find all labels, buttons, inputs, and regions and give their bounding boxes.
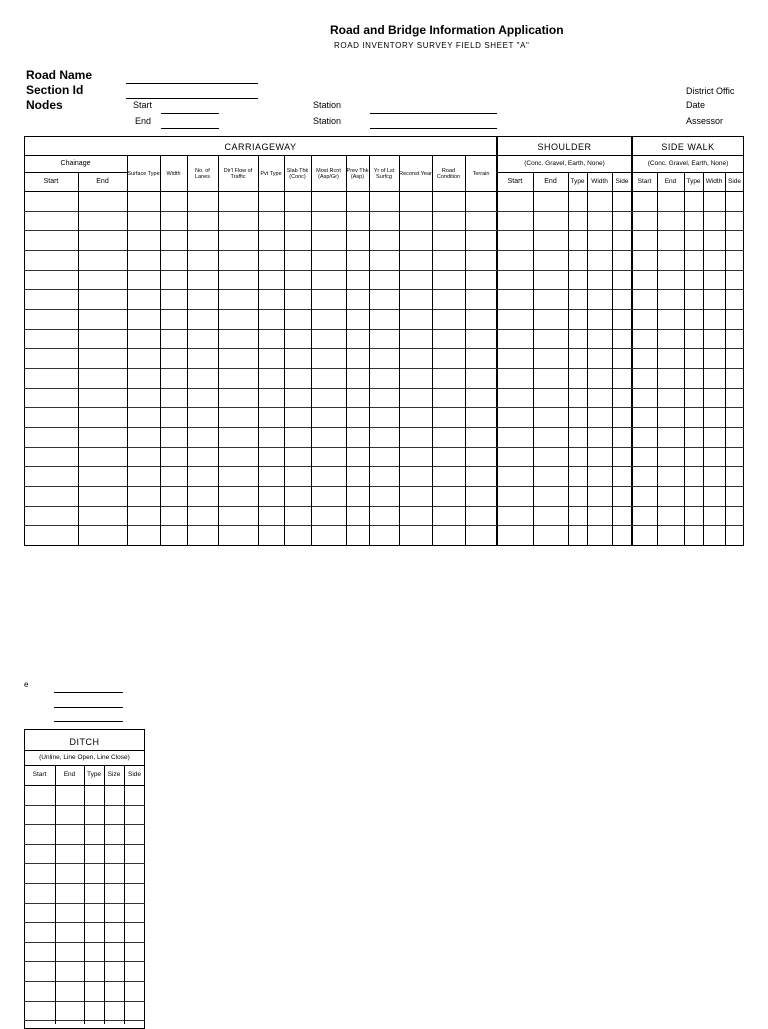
chainage-header: Chainage (60, 159, 91, 167)
chainage-start-header: Start (43, 178, 59, 185)
sidewalk-width-header: Width (705, 178, 723, 185)
shoulder-title: SHOULDER (537, 142, 592, 152)
reconst-year-header: Reconst Year (399, 170, 432, 177)
ditch-type-header: Type (86, 771, 102, 778)
shoulder-start-header: Start (507, 178, 523, 185)
grid-vline (124, 765, 125, 1024)
page-title: Road and Bridge Information Application (330, 23, 564, 37)
slab-thk-header: Slab Thk (Conc) (286, 167, 309, 180)
ditch-end-header: End (63, 771, 76, 778)
grid-hline (24, 750, 145, 751)
page-subtitle: ROAD INVENTORY SURVEY FIELD SHEET "A" (334, 41, 530, 50)
traffic-flow-header: Dir'l Flow of Traffic (223, 167, 253, 180)
sidewalk-end-header: End (664, 178, 677, 185)
road-condition-header: Road Condition (436, 167, 461, 180)
end-node-label: End (135, 116, 152, 126)
stray-char: e (24, 680, 29, 689)
last-surfacing-header: Yr of Lst Surfcg (373, 167, 395, 180)
ditch-size-header: Size (107, 771, 121, 778)
shoulder-note: (Conc. Gravel, Earth, None) (524, 159, 605, 167)
start-station-label: Station (313, 100, 342, 110)
lanes-header: No. of Lanes (195, 167, 210, 180)
shoulder-end-header: End (544, 178, 557, 185)
most-recent-header: Most Rcnt (Asp/Gr) (316, 167, 341, 180)
grid-vline (104, 765, 105, 1024)
grid-vline (55, 765, 56, 1024)
carriageway-title: CARRIAGEWAY (224, 142, 297, 152)
sidewalk-start-header: Start (637, 178, 652, 185)
road-name-label: Road Name (26, 68, 93, 82)
grid-vline (84, 765, 85, 1024)
terrain-header: Terrain (472, 170, 490, 177)
ditch-title: DITCH (69, 737, 100, 747)
shoulder-width-header: Width (591, 178, 608, 185)
shoulder-side-header: Side (615, 178, 629, 185)
ditch-note: (Unline, Line Open, Line Close) (39, 753, 130, 761)
date-label: Date (686, 100, 706, 110)
nodes-label: Nodes (26, 98, 63, 112)
ditch-side-header: Side (127, 771, 141, 778)
sidewalk-title: SIDE WALK (661, 142, 715, 152)
prev-thk-header: Prev Thk (Asp) (346, 167, 369, 180)
section-id-label: Section Id (26, 83, 84, 97)
width-header: Width (166, 170, 181, 177)
sidewalk-type-header: Type (686, 178, 701, 185)
ditch-start-header: Start (32, 771, 47, 778)
sidewalk-side-header: Side (727, 178, 741, 185)
sidewalk-note: (Conc. Gravel, Earth, None) (647, 159, 729, 167)
surface-type-header: Surface Type (127, 170, 160, 177)
assessor-label: Assessor (686, 116, 724, 126)
pvt-type-header: Pvt Type (260, 170, 282, 177)
shoulder-type-header: Type (570, 178, 585, 185)
end-station-label: Station (313, 116, 342, 126)
chainage-end-header: End (96, 178, 109, 185)
start-node-label: Start (133, 100, 153, 110)
district-office-label: District Offic (686, 86, 735, 96)
